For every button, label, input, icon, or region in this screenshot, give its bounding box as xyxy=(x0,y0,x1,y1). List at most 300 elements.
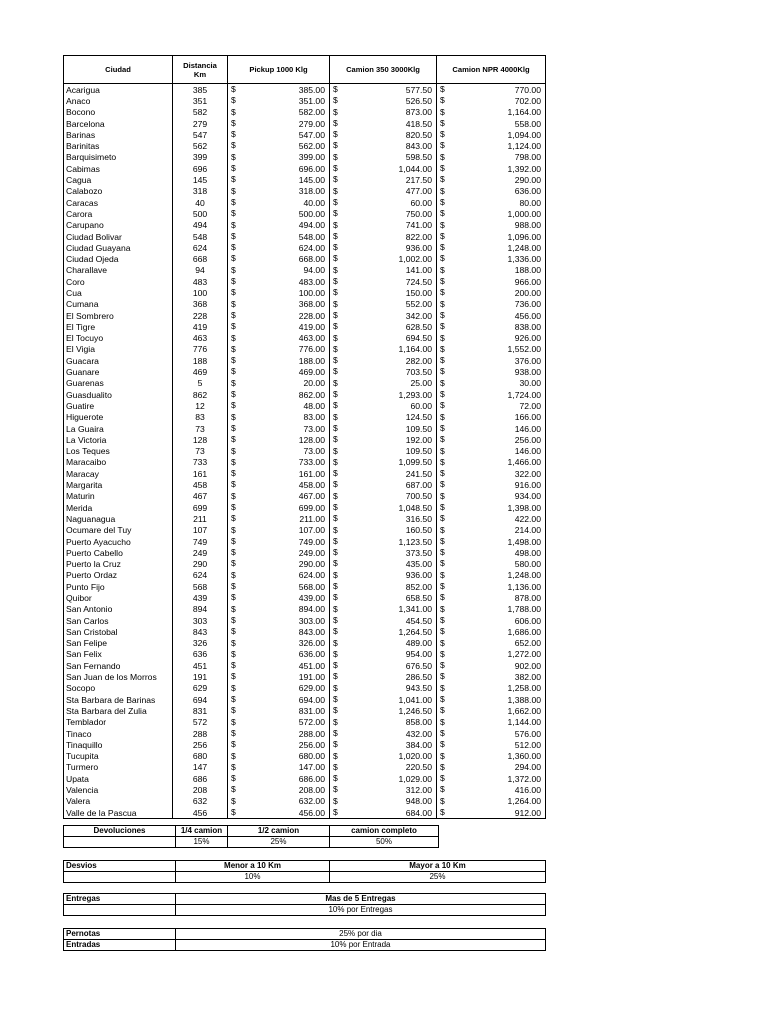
price-amount: 1,258.00 xyxy=(507,683,541,694)
currency-symbol: $ xyxy=(440,694,445,705)
header-camion-npr: Camion NPR 4000Klg xyxy=(437,56,546,84)
price-amount: 1,044.00 xyxy=(398,163,432,174)
camion350-price-cell xyxy=(330,536,437,547)
currency-symbol: $ xyxy=(231,739,236,750)
price-amount: 858.00 xyxy=(405,717,432,728)
distance-cell: 188 xyxy=(173,355,228,366)
price-amount: 48.00 xyxy=(303,400,325,411)
currency-symbol: $ xyxy=(333,614,338,625)
table-row xyxy=(64,321,546,332)
price-amount: 72.00 xyxy=(519,400,541,411)
desvios-mayor-value: 25% xyxy=(330,872,546,883)
currency-symbol: $ xyxy=(333,151,338,162)
price-amount: 1,029.00 xyxy=(398,773,432,784)
price-amount: 936.00 xyxy=(405,570,432,581)
table-row xyxy=(64,457,546,468)
table-row xyxy=(64,378,546,389)
city-cell: San Fernando xyxy=(64,660,173,671)
currency-symbol: $ xyxy=(440,479,445,490)
currency-symbol: $ xyxy=(440,784,445,795)
city-cell: Upata xyxy=(64,773,173,784)
camion350-price-cell xyxy=(330,728,437,739)
currency-symbol: $ xyxy=(333,242,338,253)
devoluciones-quarter-value: 15% xyxy=(176,837,228,848)
price-amount: 703.50 xyxy=(405,367,432,378)
currency-symbol: $ xyxy=(231,377,236,388)
pickup-price-cell xyxy=(228,186,330,197)
pernotas-label: Pernotas xyxy=(64,929,176,940)
currency-symbol: $ xyxy=(231,366,236,377)
currency-symbol: $ xyxy=(440,196,445,207)
distance-cell: 463 xyxy=(173,333,228,344)
price-amount: 73.00 xyxy=(303,423,325,434)
pickup-price-cell xyxy=(228,129,330,140)
camion350-price-cell xyxy=(330,355,437,366)
camion-npr-price-cell xyxy=(437,253,546,264)
currency-symbol: $ xyxy=(440,626,445,637)
distance-cell: 399 xyxy=(173,152,228,163)
camion350-price-cell xyxy=(330,468,437,479)
distance-cell: 211 xyxy=(173,513,228,524)
currency-symbol: $ xyxy=(333,671,338,682)
pickup-price-cell xyxy=(228,705,330,716)
pickup-price-cell xyxy=(228,321,330,332)
distance-cell: 100 xyxy=(173,287,228,298)
pickup-price-cell xyxy=(228,107,330,118)
camion-npr-price-cell xyxy=(437,140,546,151)
currency-symbol: $ xyxy=(440,490,445,501)
camion350-price-cell xyxy=(330,208,437,219)
price-amount: 1,164.00 xyxy=(398,344,432,355)
price-amount: 435.00 xyxy=(405,559,432,570)
city-cell: Ocumare del Tuy xyxy=(64,525,173,536)
price-amount: 141.00 xyxy=(405,265,432,276)
price-amount: 416.00 xyxy=(514,785,541,796)
table-row xyxy=(64,807,546,819)
currency-symbol: $ xyxy=(440,603,445,614)
camion350-price-cell xyxy=(330,660,437,671)
currency-symbol: $ xyxy=(231,253,236,264)
camion-npr-price-cell xyxy=(437,525,546,536)
camion350-price-cell xyxy=(330,95,437,106)
distance-cell: 733 xyxy=(173,457,228,468)
city-cell: Ciudad Ojeda xyxy=(64,253,173,264)
currency-symbol: $ xyxy=(440,298,445,309)
camion-npr-price-cell xyxy=(437,208,546,219)
currency-symbol: $ xyxy=(333,411,338,422)
city-cell: San Antonio xyxy=(64,604,173,615)
price-amount: 80.00 xyxy=(519,197,541,208)
pickup-price-cell xyxy=(228,446,330,457)
price-amount: 843.00 xyxy=(298,626,325,637)
currency-symbol: $ xyxy=(231,569,236,580)
distance-cell: 128 xyxy=(173,434,228,445)
city-cell: Guarenas xyxy=(64,378,173,389)
currency-symbol: $ xyxy=(440,547,445,558)
price-amount: 256.00 xyxy=(514,434,541,445)
camion-npr-price-cell xyxy=(437,366,546,377)
pickup-price-cell xyxy=(228,253,330,264)
pickup-price-cell xyxy=(228,242,330,253)
currency-symbol: $ xyxy=(440,264,445,275)
table-row xyxy=(64,581,546,592)
header-distancia xyxy=(173,56,228,84)
camion-npr-price-cell xyxy=(437,197,546,208)
price-amount: 1,398.00 xyxy=(507,502,541,513)
table-row xyxy=(64,717,546,728)
currency-symbol: $ xyxy=(440,208,445,219)
price-amount: 326.00 xyxy=(298,638,325,649)
currency-symbol: $ xyxy=(440,185,445,196)
currency-symbol: $ xyxy=(440,163,445,174)
price-amount: 290.00 xyxy=(514,175,541,186)
currency-symbol: $ xyxy=(440,230,445,241)
table-row xyxy=(64,389,546,400)
currency-symbol: $ xyxy=(333,637,338,648)
header-ciudad: Ciudad xyxy=(64,56,173,84)
currency-symbol: $ xyxy=(333,117,338,128)
price-amount: 147.00 xyxy=(298,762,325,773)
currency-symbol: $ xyxy=(333,750,338,761)
camion-npr-price-cell xyxy=(437,344,546,355)
city-cell: Naguanagua xyxy=(64,513,173,524)
city-cell: Guasdualito xyxy=(64,389,173,400)
camion350-price-cell xyxy=(330,118,437,129)
desvios-menor-value: 10% xyxy=(176,872,330,883)
camion350-price-cell xyxy=(330,502,437,513)
distance-cell: 351 xyxy=(173,95,228,106)
header-pickup: Pickup 1000 Klg xyxy=(228,56,330,84)
camion350-price-cell xyxy=(330,626,437,637)
city-cell: Maracaibo xyxy=(64,457,173,468)
city-cell: Tinaco xyxy=(64,728,173,739)
currency-symbol: $ xyxy=(440,592,445,603)
camion350-price-cell xyxy=(330,649,437,660)
camion350-price-cell xyxy=(330,253,437,264)
price-amount: 228.00 xyxy=(298,310,325,321)
currency-symbol: $ xyxy=(231,106,236,117)
price-amount: 373.50 xyxy=(405,547,432,558)
currency-symbol: $ xyxy=(231,648,236,659)
distance-cell: 582 xyxy=(173,107,228,118)
camion350-price-cell xyxy=(330,152,437,163)
table-row xyxy=(64,592,546,603)
camion-npr-price-cell xyxy=(437,547,546,558)
price-amount: 60.00 xyxy=(410,400,432,411)
city-cell: La Guaira xyxy=(64,423,173,434)
camion350-price-cell xyxy=(330,389,437,400)
camion350-price-cell xyxy=(330,773,437,784)
currency-symbol: $ xyxy=(333,569,338,580)
pickup-price-cell xyxy=(228,649,330,660)
currency-symbol: $ xyxy=(231,140,236,151)
price-amount: 873.00 xyxy=(405,107,432,118)
city-cell: Guanare xyxy=(64,366,173,377)
pickup-price-cell xyxy=(228,152,330,163)
pickup-price-cell xyxy=(228,773,330,784)
price-amount: 948.00 xyxy=(405,796,432,807)
price-amount: 684.00 xyxy=(405,807,432,818)
currency-symbol: $ xyxy=(231,784,236,795)
price-amount: 322.00 xyxy=(514,468,541,479)
currency-symbol: $ xyxy=(440,807,445,817)
currency-symbol: $ xyxy=(440,456,445,467)
table-row xyxy=(64,299,546,310)
table-row xyxy=(64,671,546,682)
currency-symbol: $ xyxy=(333,174,338,185)
pickup-price-cell xyxy=(228,638,330,649)
pickup-price-cell xyxy=(228,355,330,366)
currency-symbol: $ xyxy=(440,309,445,320)
price-amount: 938.00 xyxy=(514,367,541,378)
price-amount: 1,498.00 xyxy=(507,536,541,547)
camion350-price-cell xyxy=(330,807,437,819)
price-amount: 1,246.50 xyxy=(398,705,432,716)
price-amount: 700.50 xyxy=(405,491,432,502)
currency-symbol: $ xyxy=(231,750,236,761)
camion350-price-cell xyxy=(330,604,437,615)
camion350-price-cell xyxy=(330,525,437,536)
distance-cell: 419 xyxy=(173,321,228,332)
camion350-price-cell xyxy=(330,705,437,716)
pickup-price-cell xyxy=(228,547,330,558)
table-row xyxy=(64,220,546,231)
price-amount: 145.00 xyxy=(298,175,325,186)
distance-cell: 572 xyxy=(173,717,228,728)
camion-npr-price-cell xyxy=(437,570,546,581)
price-amount: 303.00 xyxy=(298,615,325,626)
table-row xyxy=(64,152,546,163)
city-cell: Guacara xyxy=(64,355,173,366)
camion-npr-price-cell xyxy=(437,95,546,106)
city-cell: Calabozo xyxy=(64,186,173,197)
distance-cell: 686 xyxy=(173,773,228,784)
camion-npr-price-cell xyxy=(437,638,546,649)
camion-npr-price-cell xyxy=(437,671,546,682)
table-row xyxy=(64,310,546,321)
currency-symbol: $ xyxy=(333,524,338,535)
currency-symbol: $ xyxy=(440,660,445,671)
price-amount: 1,272.00 xyxy=(507,649,541,660)
camion-npr-price-cell xyxy=(437,513,546,524)
currency-symbol: $ xyxy=(333,445,338,456)
city-cell: San Cristobal xyxy=(64,626,173,637)
pickup-price-cell xyxy=(228,694,330,705)
pickup-price-cell xyxy=(228,671,330,682)
pickup-price-cell xyxy=(228,751,330,762)
distance-cell: 862 xyxy=(173,389,228,400)
currency-symbol: $ xyxy=(440,569,445,580)
city-cell: Cumana xyxy=(64,299,173,310)
pickup-price-cell xyxy=(228,796,330,807)
price-amount: 572.00 xyxy=(298,717,325,728)
currency-symbol: $ xyxy=(231,603,236,614)
price-amount: 109.50 xyxy=(405,423,432,434)
table-row xyxy=(64,129,546,140)
currency-symbol: $ xyxy=(333,129,338,140)
price-amount: 606.00 xyxy=(514,615,541,626)
price-amount: 1,124.00 xyxy=(507,141,541,152)
pickup-price-cell xyxy=(228,717,330,728)
table-row xyxy=(64,751,546,762)
distance-cell: 894 xyxy=(173,604,228,615)
price-amount: 636.00 xyxy=(514,186,541,197)
currency-symbol: $ xyxy=(333,377,338,388)
desvios-table xyxy=(63,860,546,883)
distance-cell: 843 xyxy=(173,626,228,637)
currency-symbol: $ xyxy=(231,614,236,625)
currency-symbol: $ xyxy=(231,208,236,219)
city-cell: Punto Fijo xyxy=(64,581,173,592)
table-row xyxy=(64,784,546,795)
price-amount: 249.00 xyxy=(298,547,325,558)
distance-cell: 228 xyxy=(173,310,228,321)
pickup-price-cell xyxy=(228,683,330,694)
table-row xyxy=(64,208,546,219)
camion-npr-price-cell xyxy=(437,502,546,513)
camion350-price-cell xyxy=(330,683,437,694)
pickup-price-cell xyxy=(228,412,330,423)
currency-symbol: $ xyxy=(333,660,338,671)
price-amount: 1,392.00 xyxy=(507,163,541,174)
table-row xyxy=(64,276,546,287)
camion350-price-cell xyxy=(330,446,437,457)
table-row xyxy=(64,163,546,174)
camion350-price-cell xyxy=(330,762,437,773)
currency-symbol: $ xyxy=(440,321,445,332)
price-amount: 558.00 xyxy=(514,118,541,129)
camion-npr-price-cell xyxy=(437,536,546,547)
camion350-price-cell xyxy=(330,547,437,558)
price-amount: 382.00 xyxy=(514,672,541,683)
currency-symbol: $ xyxy=(231,795,236,806)
pickup-price-cell xyxy=(228,434,330,445)
entregas-value-row xyxy=(64,905,546,916)
price-amount: 624.00 xyxy=(298,570,325,581)
currency-symbol: $ xyxy=(333,163,338,174)
city-cell: San Felix xyxy=(64,649,173,660)
price-amount: 724.50 xyxy=(405,276,432,287)
camion350-price-cell xyxy=(330,717,437,728)
camion-npr-price-cell xyxy=(437,400,546,411)
pickup-price-cell xyxy=(228,525,330,536)
currency-symbol: $ xyxy=(440,242,445,253)
price-amount: 894.00 xyxy=(298,604,325,615)
camion350-price-cell xyxy=(330,163,437,174)
distance-cell: 147 xyxy=(173,762,228,773)
rates-header-row xyxy=(64,56,546,84)
pickup-price-cell xyxy=(228,299,330,310)
camion-npr-price-cell xyxy=(437,796,546,807)
price-amount: 1,336.00 xyxy=(507,254,541,265)
currency-symbol: $ xyxy=(440,761,445,772)
currency-symbol: $ xyxy=(440,558,445,569)
table-row xyxy=(64,739,546,750)
city-cell: Anaco xyxy=(64,95,173,106)
currency-symbol: $ xyxy=(333,309,338,320)
table-row xyxy=(64,446,546,457)
currency-symbol: $ xyxy=(231,422,236,433)
table-row xyxy=(64,694,546,705)
camion-npr-price-cell xyxy=(437,220,546,231)
currency-symbol: $ xyxy=(231,355,236,366)
header-camion350: Camion 350 3000Klg xyxy=(330,56,437,84)
camion350-price-cell xyxy=(330,197,437,208)
price-amount: 1,002.00 xyxy=(398,254,432,265)
header-distancia-line1: Distancia xyxy=(183,60,217,70)
camion350-price-cell xyxy=(330,615,437,626)
city-cell: Caracas xyxy=(64,197,173,208)
distance-cell: 749 xyxy=(173,536,228,547)
price-amount: 286.50 xyxy=(405,672,432,683)
distance-cell: 467 xyxy=(173,491,228,502)
camion-npr-price-cell xyxy=(437,287,546,298)
price-amount: 188.00 xyxy=(298,355,325,366)
price-amount: 477.00 xyxy=(405,186,432,197)
currency-symbol: $ xyxy=(333,739,338,750)
city-cell: Temblador xyxy=(64,717,173,728)
city-cell: El Sombrero xyxy=(64,310,173,321)
city-cell: Coro xyxy=(64,276,173,287)
table-row xyxy=(64,570,546,581)
price-amount: 822.00 xyxy=(405,231,432,242)
currency-symbol: $ xyxy=(440,614,445,625)
price-amount: 489.00 xyxy=(405,638,432,649)
camion-npr-price-cell xyxy=(437,84,546,96)
currency-symbol: $ xyxy=(440,151,445,162)
currency-symbol: $ xyxy=(333,422,338,433)
distance-cell: 303 xyxy=(173,615,228,626)
currency-symbol: $ xyxy=(231,445,236,456)
camion350-price-cell xyxy=(330,638,437,649)
price-amount: 1,788.00 xyxy=(507,604,541,615)
price-amount: 696.00 xyxy=(298,163,325,174)
currency-symbol: $ xyxy=(440,174,445,185)
entradas-value: 10% por Entrada xyxy=(176,940,546,951)
price-amount: 342.00 xyxy=(405,310,432,321)
camion350-price-cell xyxy=(330,412,437,423)
currency-symbol: $ xyxy=(333,479,338,490)
currency-symbol: $ xyxy=(440,287,445,298)
currency-symbol: $ xyxy=(440,117,445,128)
city-cell: Los Teques xyxy=(64,446,173,457)
city-cell: San Carlos xyxy=(64,615,173,626)
currency-symbol: $ xyxy=(231,773,236,784)
table-row xyxy=(64,423,546,434)
price-amount: 351.00 xyxy=(298,95,325,106)
price-amount: 694.50 xyxy=(405,333,432,344)
price-amount: 694.00 xyxy=(298,694,325,705)
price-amount: 432.00 xyxy=(405,728,432,739)
currency-symbol: $ xyxy=(231,242,236,253)
currency-symbol: $ xyxy=(440,739,445,750)
pickup-price-cell xyxy=(228,174,330,185)
pickup-price-cell xyxy=(228,366,330,377)
pickup-price-cell xyxy=(228,479,330,490)
currency-symbol: $ xyxy=(440,400,445,411)
currency-symbol: $ xyxy=(231,705,236,716)
camion350-price-cell xyxy=(330,84,437,96)
desvios-value-row xyxy=(64,872,546,883)
table-row xyxy=(64,140,546,151)
devoluciones-header-row xyxy=(64,826,439,837)
price-amount: 1,020.00 xyxy=(398,751,432,762)
distance-cell: 191 xyxy=(173,671,228,682)
table-row xyxy=(64,525,546,536)
camion350-price-cell xyxy=(330,694,437,705)
camion350-price-cell xyxy=(330,333,437,344)
distance-cell: 562 xyxy=(173,140,228,151)
